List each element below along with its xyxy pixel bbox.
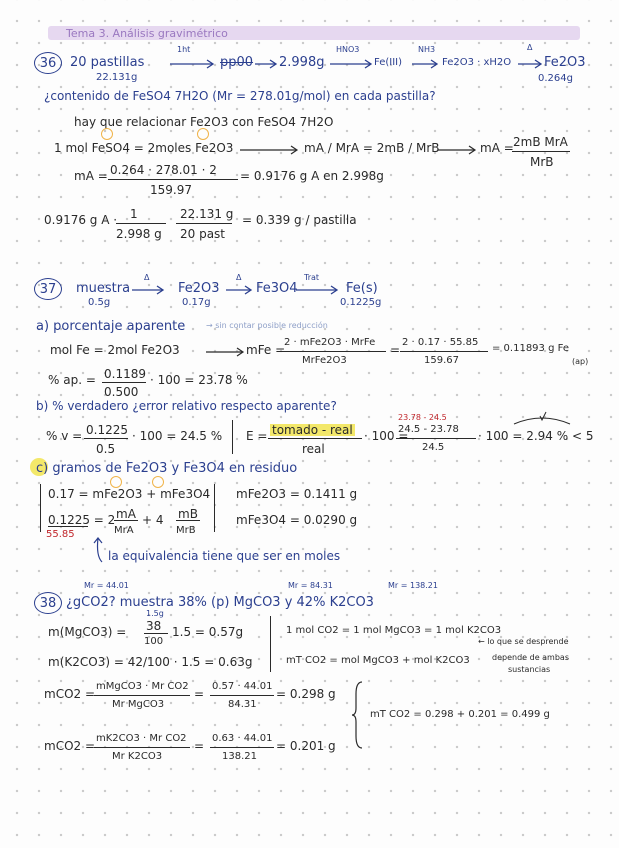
p37-c-eq2-plus: + 4	[142, 513, 164, 527]
divider	[232, 420, 233, 454]
p36-calc-result: = 0.339 g / pastilla	[242, 213, 357, 227]
p38-note1: ← lo que se desprende	[478, 637, 569, 646]
p36-calc-f1-den: 2.998 g	[116, 227, 162, 241]
p38-co2b-result: = 0.201 g	[276, 739, 336, 753]
fraction-line	[176, 223, 232, 224]
p38-m1-left: m(MgCO3) =	[48, 625, 127, 639]
fraction-line	[94, 695, 190, 696]
p37-b-err-den: real	[302, 442, 325, 456]
p38-co2a-left: mCO2 =	[44, 687, 96, 701]
p37-s2: Fe2O3	[178, 281, 220, 296]
p36-arrow3-label: NH3	[418, 45, 436, 54]
p37-a-line1-den: MrFe2O3	[302, 355, 347, 366]
p38-note3: sustancias	[508, 665, 551, 674]
fraction-line	[114, 520, 138, 521]
p37-a-note: → sin contar posible reducción	[206, 321, 328, 330]
p37-arrow1-label: Δ	[144, 273, 150, 282]
fraction-line	[396, 438, 476, 439]
p37-c-eq1: 0.17 = mFe2O3 + mFe3O4	[48, 487, 211, 501]
p36-ma-num: 0.264 · 278.01 · 2	[110, 163, 217, 177]
p36-calc-f2-den: 20 past	[180, 227, 226, 241]
fraction-line	[512, 151, 570, 152]
p37-b-pct-den: 0.5	[96, 442, 116, 456]
p38-m1-num: 38	[146, 619, 162, 633]
p37-a-line1-mid-left: mFe =	[246, 343, 286, 357]
fraction-line	[400, 351, 488, 352]
p37-start-mass: 0.5g	[88, 297, 111, 308]
p37-start: muestra	[76, 281, 131, 296]
arrow-right-icon	[206, 348, 246, 356]
p38-m1-den: 100	[144, 636, 164, 647]
p36-calc-left: 0.9176 g A ·	[44, 213, 118, 227]
arrow-right-icon	[438, 146, 478, 154]
p37-b-pct-num: 0.1225	[86, 423, 128, 437]
fraction-line	[94, 747, 190, 748]
ring-b	[197, 128, 209, 140]
p37-b-err-num: tomado - real	[272, 423, 353, 437]
problem-number-36: 36	[34, 52, 62, 74]
p36-arrow4-label: Δ	[527, 43, 533, 52]
p37-b-err-left: E =	[246, 429, 268, 443]
p36-arrow1-label: 1ht	[177, 45, 191, 54]
p36-arrow-small-icon	[255, 60, 279, 68]
p37-a-line1-result: = 0.11893 g Fe	[492, 343, 569, 354]
p36-hydrate: Fe2O3 · xH2O	[442, 57, 512, 68]
p37-b-err-den2: 24.5	[422, 442, 445, 453]
p37-arrow2-label: Δ	[236, 273, 242, 282]
p36-start-mass: 22.131g	[96, 72, 138, 83]
p37-c-eq2-f2-num: mB	[178, 507, 198, 521]
p38-mr2: Mr = 84.31	[288, 581, 333, 590]
p37-arrow2-icon	[226, 286, 254, 294]
p37-b-pct-left: % v =	[46, 429, 83, 443]
fraction-line	[176, 520, 200, 521]
p38-question: ¿gCO2? muestra 38% (p) MgCO3 y 42% K2CO3	[66, 595, 374, 610]
p38-co2a-num: mMgCO3 · Mr CO2	[96, 681, 189, 692]
p37-b-err-result: · 100 = 2.94 % < 5	[478, 429, 594, 443]
p37-s3: Fe3O4	[256, 281, 298, 296]
p37-a-pct-num: 0.1189	[104, 367, 146, 381]
p37-c-note: la equivalencia tiene que ser en moles	[108, 549, 341, 563]
p38-m2-left: m(K2CO3) = 42/100 · 1.5 = 0.63g	[48, 655, 253, 669]
p36-mass: 2.998g	[279, 55, 325, 70]
p38-co2b-num2: 0.63 · 44.01	[212, 733, 273, 744]
p38-co2a-den2: 84.31	[228, 699, 257, 710]
p37-a-line1-num: 2 · mFe2O3 · MrFe	[284, 337, 376, 348]
p37-arrow3-label: Trat	[304, 273, 320, 282]
p36-calc-f2-num: 22.131 g	[180, 207, 234, 221]
p37-c-eq2-f1-den: MrA	[114, 525, 134, 536]
fraction-line	[116, 223, 166, 224]
p37-s4-mass: 0.1225g	[340, 297, 382, 308]
p38-co2a-num2: 0.57 · 44.01	[212, 681, 273, 692]
p38-total: mT CO2 = 0.298 + 0.201 = 0.499 g	[370, 709, 550, 720]
curly-brace-icon	[352, 680, 366, 750]
p37-b-err-top: 23.78 - 24.5	[398, 413, 447, 422]
p37-b-err-mid: · 100 =	[364, 429, 409, 443]
p37-a-line1-ap: (ap)	[572, 357, 589, 366]
p37-s4: Fe(s)	[346, 281, 378, 296]
divider	[214, 484, 215, 532]
p36-line2-right-num: 2mB MrA	[513, 135, 568, 149]
p36-line1: hay que relacionar Fe2O3 con FeSO4 7H2O	[74, 115, 334, 129]
p36-product: Fe2O3	[544, 55, 586, 70]
arrow-right-icon	[240, 146, 300, 154]
problem-number-37: 37	[34, 278, 62, 300]
p37-a-pct-left: % ap. =	[48, 373, 96, 387]
p38-mr1: Mr = 44.01	[84, 581, 129, 590]
p37-arrow1-icon	[132, 286, 166, 294]
divider	[270, 616, 271, 672]
fraction-line	[282, 351, 386, 352]
p36-calc-f1-num: 1	[130, 207, 138, 221]
fraction-line	[102, 382, 146, 383]
fraction-line	[210, 695, 274, 696]
p36-line2-mid: mA / MrA = 2mB / MrB	[304, 141, 440, 155]
p37-c-eq2-left: 0.1225 = 2	[48, 513, 116, 527]
p37-a-label: a) porcentaje aparente	[36, 319, 186, 334]
p38-note2: depende de ambas	[492, 653, 569, 662]
p37-c-res1: mFe2O3 = 0.1411 g	[236, 487, 358, 501]
p36-arrow3-icon	[412, 60, 440, 68]
ring-a	[101, 128, 113, 140]
p37-c-red: 55.85	[46, 529, 75, 540]
fraction-line	[144, 633, 168, 634]
p37-b-err-num2: 24.5 - 23.78	[398, 424, 459, 435]
p37-a-line1-den2: 159.67	[424, 355, 459, 366]
p36-arrow2-icon	[330, 60, 374, 68]
p36-ma-den: 159.97	[150, 183, 192, 197]
brace-icon	[512, 414, 572, 426]
page-title: Tema 3. Análisis gravimétrico	[66, 27, 228, 40]
p37-a-line1-num2: 2 · 0.17 · 55.85	[402, 337, 479, 348]
p36-ma-left: mA =	[74, 169, 108, 183]
p36-arrow1-icon	[170, 60, 216, 68]
p38-question-mass: 1.5g	[146, 609, 164, 618]
p37-s2-mass: 0.17g	[182, 297, 211, 308]
p36-fe: Fe(III)	[374, 57, 403, 68]
p36-arrow4-icon	[518, 60, 544, 68]
p36-arrow2-label: HNO3	[336, 45, 360, 54]
p36-question: ¿contenido de FeSO4 7H2O (Mr = 278.01g/mol) en cada pastilla?	[44, 89, 436, 103]
p37-c-label: c) gramos de Fe2O3 y Fe3O4 en residuo	[36, 461, 298, 476]
p37-c-eq2-f1-num: mA	[116, 507, 136, 521]
p38-co2b-left: mCO2 =	[44, 739, 96, 753]
p38-mr3: Mr = 138.21	[388, 581, 438, 590]
p38-right2: mT CO2 = mol MgCO3 + mol K2CO3	[286, 655, 470, 666]
p36-product-mass: 0.264g	[538, 73, 573, 84]
p38-co2a-result: = 0.298 g	[276, 687, 336, 701]
p38-co2b-den2: 138.21	[222, 751, 257, 762]
p37-c-res2: mFe3O4 = 0.0290 g	[236, 513, 358, 527]
p37-a-line1-left: mol Fe = 2mol Fe2O3	[50, 343, 180, 357]
fraction-line	[210, 747, 274, 748]
fraction-line	[108, 179, 238, 180]
fraction-line	[268, 438, 362, 439]
problem-number-38: 38	[34, 592, 62, 614]
system-brace	[40, 484, 41, 532]
fraction-line	[84, 438, 128, 439]
p36-line2-right-den: MrB	[530, 155, 554, 169]
p38-co2b-den: Mr K2CO3	[112, 751, 163, 762]
p37-a-pct-result: · 100 = 23.78 %	[150, 373, 248, 387]
p38-co2a-den: Mr MgCO3	[112, 699, 165, 710]
p36-line2-left: 1 mol FeSO4 = 2moles Fe2O3	[54, 141, 234, 155]
curved-arrow-icon	[92, 538, 104, 566]
p36-start: 20 pastillas	[70, 55, 145, 70]
p38-co2b-num: mK2CO3 · Mr CO2	[96, 733, 187, 744]
p36-line2-right-left: mA =	[480, 141, 514, 155]
p36-crossed: pp00	[220, 55, 254, 70]
p37-a-pct-den: 0.500	[104, 385, 139, 399]
fraction-line	[48, 526, 88, 527]
p38-m1-right: 1.5 = 0.57g	[172, 625, 244, 639]
p37-b-label: b) % verdadero ¿error relativo respecto aparente?	[36, 399, 337, 413]
p37-c-eq2-f2-den: MrB	[176, 525, 196, 536]
p36-ma-result: = 0.9176 g A en 2.998g	[240, 169, 384, 183]
p38-right1: 1 mol CO2 = 1 mol MgCO3 = 1 mol K2CO3	[286, 625, 502, 636]
p37-arrow3-icon	[296, 286, 340, 294]
p37-b-pct-result: · 100 = 24.5 %	[132, 429, 223, 443]
